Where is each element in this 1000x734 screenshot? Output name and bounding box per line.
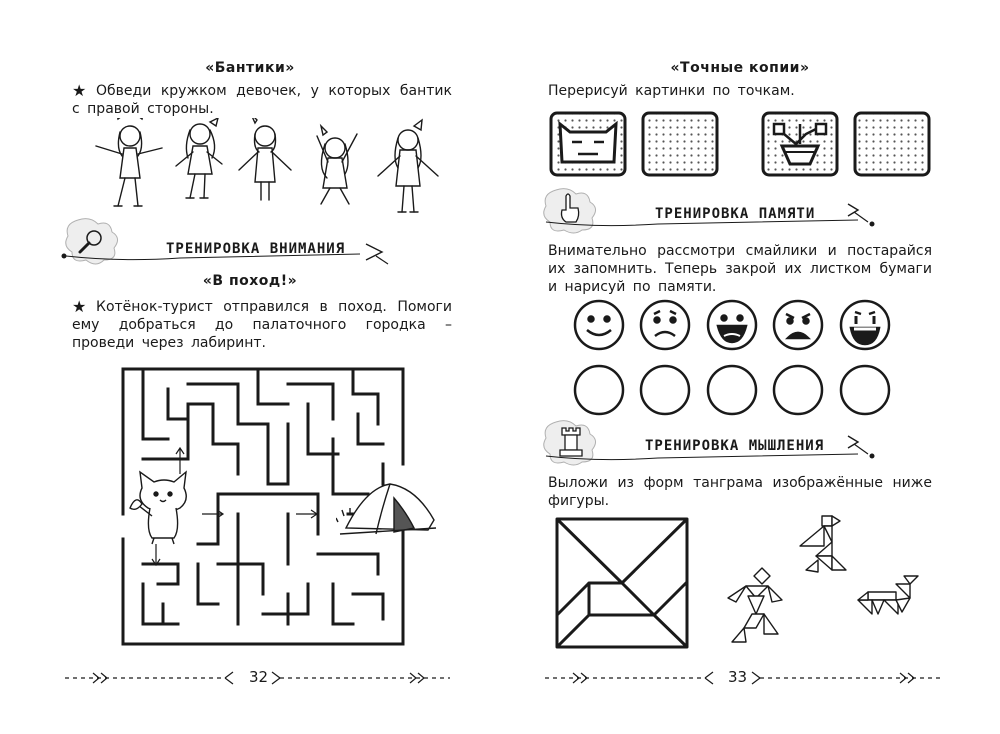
empty-circle xyxy=(641,366,689,414)
cat-copy-grid xyxy=(643,113,717,175)
hike-task: ★ Котёнок-турист отправился в поход. Помоги ему добраться до палаточного городка – проведи через лабиринт. xyxy=(72,298,452,352)
hike-title: «В поход!» xyxy=(202,273,298,289)
empty-circle xyxy=(841,366,889,414)
star-icon: ★ xyxy=(72,81,87,100)
empty-circle xyxy=(575,366,623,414)
dot-copy-exercises xyxy=(548,110,943,178)
girl-5 xyxy=(378,120,438,212)
memory-task: Внимательно рассмотри смайлики и постарайся их запомнить. Теперь закрой их листком бумаги и нарисуй по памяти. xyxy=(548,243,932,295)
page-number-left: 32 xyxy=(249,668,269,686)
attention-banner-title: ТРЕНИРОВКА ВНИМАНИЯ xyxy=(166,241,346,257)
thinking-banner-title: ТРЕНИРОВКА МЫШЛЕНИЯ xyxy=(645,438,825,454)
girls-illustration xyxy=(90,118,460,223)
smiley-laughing-icon xyxy=(708,301,756,349)
empty-circle xyxy=(774,366,822,414)
girl-2 xyxy=(176,118,222,198)
girl-4 xyxy=(317,126,357,204)
tangram-runner xyxy=(722,566,792,650)
tangram-square xyxy=(554,516,690,650)
girl-3 xyxy=(239,118,291,200)
tangram-dog xyxy=(854,572,924,622)
empty-circles-row xyxy=(572,362,902,418)
tangram-task: Выложи из форм танграма изображённые ниже фигуры. xyxy=(548,475,932,509)
plant-copy-grid xyxy=(855,113,929,175)
right-page xyxy=(500,0,1000,734)
smiley-angry-icon xyxy=(774,301,822,349)
girl-1 xyxy=(96,118,162,206)
kitten-tourist xyxy=(128,468,200,546)
bows-title: «Бантики» xyxy=(205,60,295,76)
bows-task: ★ Обведи кружком девочек, у которых бантик с правой стороны. xyxy=(72,82,452,118)
tent xyxy=(336,478,440,540)
star-icon: ★ xyxy=(72,297,87,316)
empty-circle xyxy=(708,366,756,414)
page-number-right: 33 xyxy=(728,668,748,686)
smiley-grinning-icon xyxy=(841,301,889,349)
memory-banner-title: ТРЕНИРОВКА ПАМЯТИ xyxy=(655,206,816,222)
copies-task: Перерисуй картинки по точкам. xyxy=(548,83,795,99)
smiley-happy-icon xyxy=(575,301,623,349)
copies-title: «Точные копии» xyxy=(670,60,810,76)
smileys-row xyxy=(572,298,902,352)
tangram-bird xyxy=(796,512,860,578)
smiley-sad-icon xyxy=(641,301,689,349)
